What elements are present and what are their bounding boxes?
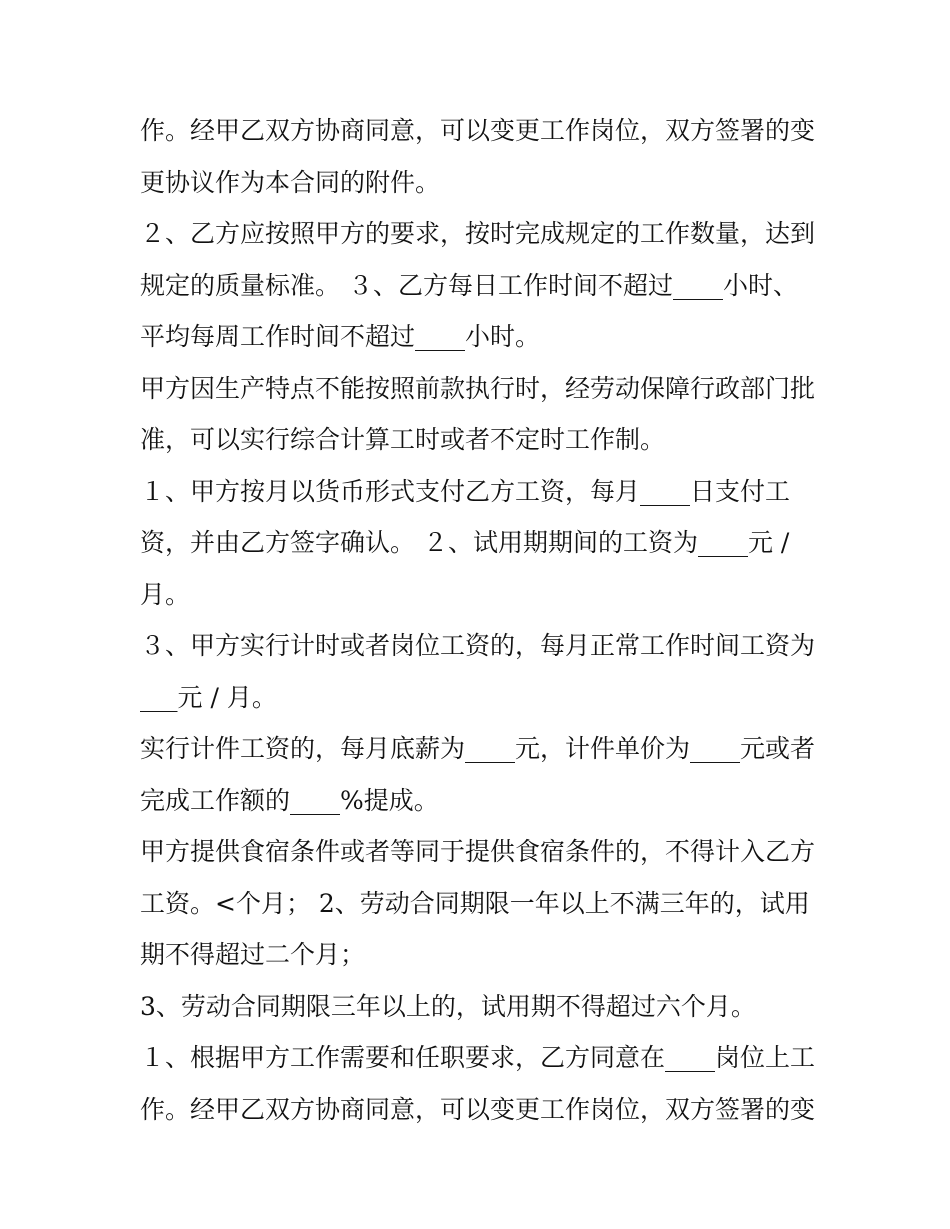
text-line: 甲方提供食宿条件或者等同于提供食宿条件的，不得计入乙方 xyxy=(140,837,816,866)
text-line: ２、乙方应按照甲方的要求，按时完成规定的工作数量，达到 xyxy=(140,219,816,248)
text-line: 3、劳动合同期限三年以上的，试用期不得超过六个月。 xyxy=(140,991,756,1021)
text-line: 规定的质量标准。 ３、乙方每日工作时间不超过____小时、 xyxy=(140,270,798,300)
text-line: 甲方因生产特点不能按照前款执行时，经劳动保障行政部门批 xyxy=(140,373,816,403)
text-line: 作。经甲乙双方协商同意，可以变更工作岗位，双方签署的变 xyxy=(140,1094,816,1124)
text-line: 更协议作为本合同的附件。 xyxy=(140,167,441,197)
text-line: 月。 xyxy=(140,579,191,609)
contract-text xyxy=(140,105,830,1135)
text-line: ３、甲方实行计时或者岗位工资的，每月正常工作时间工资为 xyxy=(140,631,816,660)
text-line: 准，可以实行综合计算工时或者不定时工作制。 xyxy=(140,425,666,454)
text-line: 资，并由乙方签字确认。 ２、试用期期间的工资为____元 / xyxy=(140,528,790,557)
text-line: 完成工作额的____%提成。 xyxy=(140,785,439,815)
text-line: １、根据甲方工作需要和任职要求，乙方同意在____岗位上工 xyxy=(140,1043,816,1072)
text-line: 作。经甲乙双方协商同意，可以变更工作岗位，双方签署的变 xyxy=(140,116,816,145)
text-line: １、甲方按月以货币形式支付乙方工资，每月____日支付工 xyxy=(140,476,791,506)
text-line: 实行计件工资的，每月底薪为____元，计件单价为____元或者 xyxy=(140,734,816,763)
text-line: 期不得超过二个月； xyxy=(140,940,366,969)
text-line: ___元 / 月。 xyxy=(140,682,277,712)
text-line: 平均每周工作时间不超过____小时。 xyxy=(140,322,541,351)
text-line: 工资。<个月； 2、劳动合同期限一年以上不满三年的，试用 xyxy=(140,888,810,918)
